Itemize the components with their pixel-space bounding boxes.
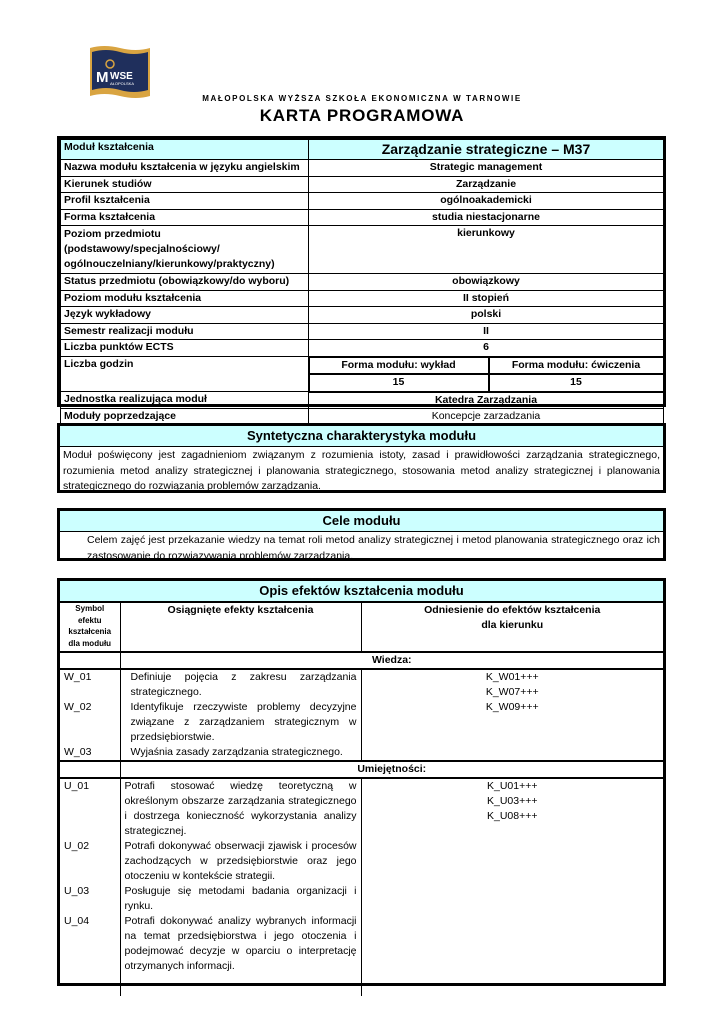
table-row [61, 392, 664, 409]
row-label: Moduł kształcenia [61, 140, 309, 160]
row-value: Strategic management [309, 160, 664, 177]
row-value: studia niestacjonarne [309, 209, 664, 226]
section-title: Cele modułu [60, 511, 663, 532]
outcome-symbol: U_01 [60, 778, 120, 839]
table-row [61, 323, 664, 340]
row-label: Poziom przedmiotu (podstawowy/specjalnościowy/ ogólnouczelniany/kierunkowy/praktyczny) [61, 226, 309, 274]
table-row [61, 340, 664, 357]
mwse-logo [88, 44, 152, 100]
outcome-text: Definiuje pojęcia z zakresu zarządzania strategicznego. [120, 669, 361, 700]
table-row [61, 140, 664, 160]
section-text: Celem zajęć jest przekazanie wiedzy na temat roli metod analizy strategicznej i metod planowania strategicznego oraz ich zastosowanie do rozwiązywania problemów zarządzania. [87, 534, 660, 562]
outcome-text: Wyjaśnia zasady zarządzania strategicznego. [120, 745, 361, 761]
row-label: Poziom modułu kształcenia [61, 290, 309, 307]
row-value: Katedra Zarządzania [309, 392, 664, 409]
ref-item: K_U03+++ [486, 795, 538, 807]
row-label: Jednostka realizująca moduł [61, 392, 309, 409]
outcome-symbol: U_02 [60, 839, 120, 884]
table-row [61, 193, 664, 210]
section-title: Syntetyczna charakterystyka modułu [60, 426, 663, 447]
table-row [61, 160, 664, 177]
table-row [61, 290, 664, 307]
row-value: 6 [309, 340, 664, 357]
row-label: Profil kształcenia [61, 193, 309, 210]
table-row [61, 357, 664, 375]
exercise-hours: 15 [489, 374, 664, 392]
table-header-row [60, 603, 663, 653]
ref-item: K_U01+++ [486, 780, 538, 792]
row-label: Status przedmiotu (obowiązkowy/do wyboru) [61, 274, 309, 291]
row-value: ogólnoakademicki [309, 193, 664, 210]
school-name: MAŁOPOLSKA WYŻSZA SZKOŁA EKONOMICZNA W TARNOWIE [202, 94, 522, 103]
outcome-text: Identyfikuje rzeczywiste problemy decyzyjne związane z zarządzaniem strategicznym w przedsiębiorstwie. [120, 700, 361, 745]
outcome-symbol: W_03 [60, 745, 120, 761]
module-name: Zarządzanie strategiczne – M37 [309, 140, 664, 160]
outcome-text: Potrafi dokonywać analizy wybranych informacji na temat przedsiębiorstwa i jego otoczenia i podejmować decyzje w oparciu o interpretację otrzymanych informacji. [120, 914, 361, 974]
outcome-refs [361, 778, 663, 996]
outcome-row [60, 778, 663, 839]
table-row [61, 176, 664, 193]
row-label: Liczba punktów ECTS [61, 340, 309, 357]
col-reference: Odniesienie do efektów kształcenia dla kierunku [361, 603, 663, 653]
category-label: Wiedza: [120, 652, 663, 669]
row-value: II [309, 323, 664, 340]
row-label: Liczba godzin [61, 357, 309, 392]
outcome-refs [361, 669, 663, 761]
outcome-text: Potrafi dokonywać obserwacji zjawisk i procesów zachodzących w przedsiębiorstwie oraz jego otoczeniu w kontekście strategii. [120, 839, 361, 884]
outcome-text: Posługuje się metodami badania organizacji i rynku. [120, 884, 361, 914]
ref-item: K_W01+++ [485, 671, 539, 683]
characteristics-section [57, 423, 666, 493]
row-value: kierunkowy [309, 226, 664, 274]
module-info-table [57, 136, 666, 422]
outcome-symbol: U_04 [60, 914, 120, 974]
svg-text:WSE: WSE [110, 71, 133, 82]
row-value: Zarządzanie [309, 176, 664, 193]
outcome-symbol: W_02 [60, 700, 120, 745]
section-text: Moduł poświęcony jest zagadnieniom związanym z rozumienia istoty, zasad i prawidłowości zarządzania strategicznego, rozumienia metod analizy strategicznej i planowania strategicznego, stosowania metod analizy strategicznej i planowania strategicznego do rozwiązania problemów zarządzania. [63, 449, 660, 492]
ref-item: K_W07+++ [485, 686, 539, 698]
row-value: II stopień [309, 290, 664, 307]
category-label: Umiejętności: [120, 761, 663, 778]
row-label: Moduły poprzedzające [61, 409, 309, 426]
table-row [61, 307, 664, 324]
col-effects: Osiągnięte efekty kształcenia [120, 603, 361, 653]
row-label: Forma kształcenia [61, 209, 309, 226]
outcomes-section [57, 578, 666, 986]
table-row [61, 209, 664, 226]
page-title: KARTA PROGRAMOWA [259, 106, 465, 125]
row-label: Nazwa modułu kształcenia w języku angielskim [61, 160, 309, 177]
row-value: obowiązkowy [309, 274, 664, 291]
lecture-hours: 15 [309, 374, 489, 392]
svg-text:AŁOPOLSKA: AŁOPOLSKA [110, 81, 135, 86]
table-row [61, 226, 664, 274]
row-label: Język wykładowy [61, 307, 309, 324]
row-value: polski [309, 307, 664, 324]
category-row [60, 761, 663, 778]
svg-text:M: M [96, 69, 109, 86]
exercise-label: Forma modułu: ćwiczenia [489, 357, 664, 375]
section-title: Opis efektów kształcenia modułu [60, 581, 663, 602]
outcome-text: Potrafi stosować wiedzę teoretyczną w określonym obszarze zarządzania strategicznego i dostrzega konieczność wykorzystania analizy strategicznej. [120, 778, 361, 839]
outcome-symbol: W_01 [60, 669, 120, 700]
table-row [61, 274, 664, 291]
goals-section [57, 508, 666, 561]
category-row [60, 652, 663, 669]
row-label: Semestr realizacji modułu [61, 323, 309, 340]
outcome-symbol: U_03 [60, 884, 120, 914]
ref-item: K_W09+++ [485, 701, 539, 713]
row-value: Koncepcje zarzadzania [309, 409, 664, 426]
outcome-row [60, 669, 663, 700]
col-symbol: Symbol efektu kształcenia dla modułu [60, 603, 120, 653]
ref-item: K_U08+++ [486, 810, 538, 822]
lecture-label: Forma modułu: wykład [309, 357, 489, 375]
row-label: Kierunek studiów [61, 176, 309, 193]
